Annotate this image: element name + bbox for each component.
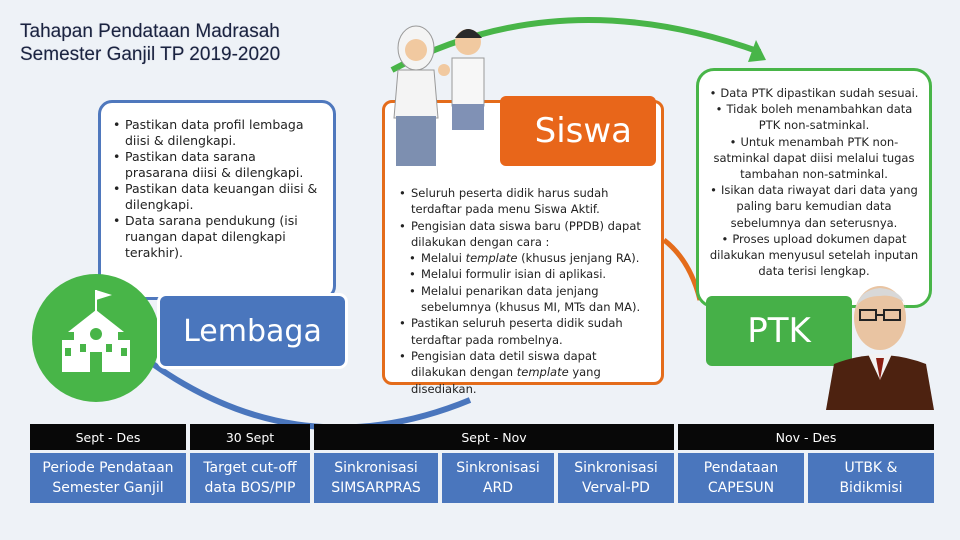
- timeline-cell-text: [839, 458, 902, 498]
- timeline-cell-line: Verval-PD: [582, 480, 650, 496]
- timeline-cell-line: Sinkronisasi: [574, 460, 658, 476]
- timeline-cell-line: UTBK &: [844, 460, 898, 476]
- lembaga-item: • Pastikan data keuangan diisi & dilengkapi.: [113, 181, 323, 213]
- timeline-cell: [30, 453, 186, 503]
- lembaga-item: • Pastikan data sarana prasarana diisi & dilengkapi.: [113, 149, 323, 181]
- timeline-cell-line: ARD: [482, 480, 514, 496]
- timeline-cell-line: CAPESUN: [707, 480, 775, 496]
- ptk-item: • Isikan data riwayat dari data yang paling baru kemudian data sebelumnya dan seterusnya.: [707, 182, 921, 231]
- timeline-cell-line: Sinkronisasi: [334, 460, 418, 476]
- timeline-cell-line: Semester Ganjil: [52, 480, 164, 496]
- timeline-cell-text: [331, 458, 421, 498]
- siswa-sub-item: • Melalui formulir isian di aplikasi.: [399, 266, 649, 282]
- ptk-item: • Proses upload dokumen dapat dilakukan menyusul setelah inputan data terisi lengkap.: [707, 231, 921, 280]
- ptk-panel: [696, 68, 932, 308]
- timeline-cell-text: [203, 458, 296, 498]
- timeline-cell-text: [42, 458, 173, 498]
- timeline-cell-line: SIMSARPRAS: [331, 480, 421, 496]
- timeline-cell-text: [704, 458, 778, 498]
- timeline-header: Nov - Des: [678, 424, 934, 450]
- ptk-item: • Tidak boleh menambahkan data PTK non-satminkal.: [707, 101, 921, 133]
- timeline-cell-line: Sinkronisasi: [456, 460, 540, 476]
- arrow-orange-right: [664, 240, 700, 300]
- timeline-header: Sept - Des: [30, 424, 186, 450]
- siswa-sub-item: • Melalui penarikan data jenjang sebelumnya (khusus MI, MTs dan MA).: [399, 283, 649, 316]
- siswa-sub-item: [399, 250, 649, 266]
- siswa-item: • Pengisian data siswa baru (PPDB) dapat dilakukan dengan cara :: [399, 218, 649, 251]
- siswa-item-prefix: Pengisian data detil siswa dapat dilakukan dengan: [411, 348, 597, 380]
- ptk-item: • Data PTK dipastikan sudah sesuai.: [707, 85, 921, 101]
- timeline-cell-text: [574, 458, 658, 498]
- lembaga-list: [113, 117, 323, 261]
- timeline-cell: [558, 453, 674, 503]
- title-line-1: Tahapan Pendataan Madrasah: [20, 21, 280, 42]
- siswa-sub-item-suffix: (khusus jenjang RA).: [517, 251, 640, 266]
- timeline-cell: [808, 453, 934, 503]
- timeline-cell-line: Periode Pendataan: [42, 460, 174, 476]
- page-title: [20, 20, 360, 66]
- siswa-sub-item-em: template: [465, 251, 518, 266]
- timeline-cell-line: Target cut-off: [203, 460, 297, 476]
- timeline-cell: [190, 453, 310, 503]
- ptk-list: [707, 85, 921, 279]
- timeline-cell-line: Bidikmisi: [839, 480, 903, 496]
- siswa-item-em: template: [516, 365, 569, 380]
- ptk-tag: PTK: [706, 296, 852, 366]
- siswa-list: [399, 185, 649, 397]
- siswa-sub-item-prefix: Melalui: [421, 251, 466, 266]
- teacher-illustration: [822, 280, 942, 410]
- timeline-header: 30 Sept: [190, 424, 310, 450]
- timeline-cell: [314, 453, 438, 503]
- timeline-cell: [442, 453, 554, 503]
- siswa-item: • Seluruh peserta didik harus sudah terdaftar pada menu Siswa Aktif.: [399, 185, 649, 218]
- lembaga-tag: Lembaga: [160, 296, 345, 366]
- timeline-cell-line: data BOS/PIP: [204, 480, 296, 496]
- siswa-item-suffix: yang disediakan.: [411, 365, 601, 396]
- students-illustration: [386, 8, 506, 178]
- lembaga-item: • Pastikan data profil lembaga diisi & dilengkapi.: [113, 117, 323, 149]
- lembaga-item: • Data sarana pendukung (isi ruangan dapat dilengkapi terakhir).: [113, 213, 323, 261]
- timeline-header: Sept - Nov: [314, 424, 674, 450]
- lembaga-panel: [98, 100, 336, 300]
- siswa-tag: Siswa: [500, 96, 656, 166]
- siswa-item: [399, 348, 649, 397]
- timeline-cell: [678, 453, 804, 503]
- siswa-item: • Pastikan seluruh peserta didik sudah terdaftar pada rombelnya.: [399, 315, 649, 348]
- ptk-item: • Untuk menambah PTK non-satminkal dapat diisi melalui tugas tambahan non-satminkal.: [707, 134, 921, 183]
- school-building-icon: [30, 272, 162, 404]
- timeline-cell-line: Pendataan: [703, 460, 779, 476]
- timeline-cell-text: [456, 458, 540, 498]
- title-line-2: Semester Ganjil TP 2019-2020: [20, 44, 281, 65]
